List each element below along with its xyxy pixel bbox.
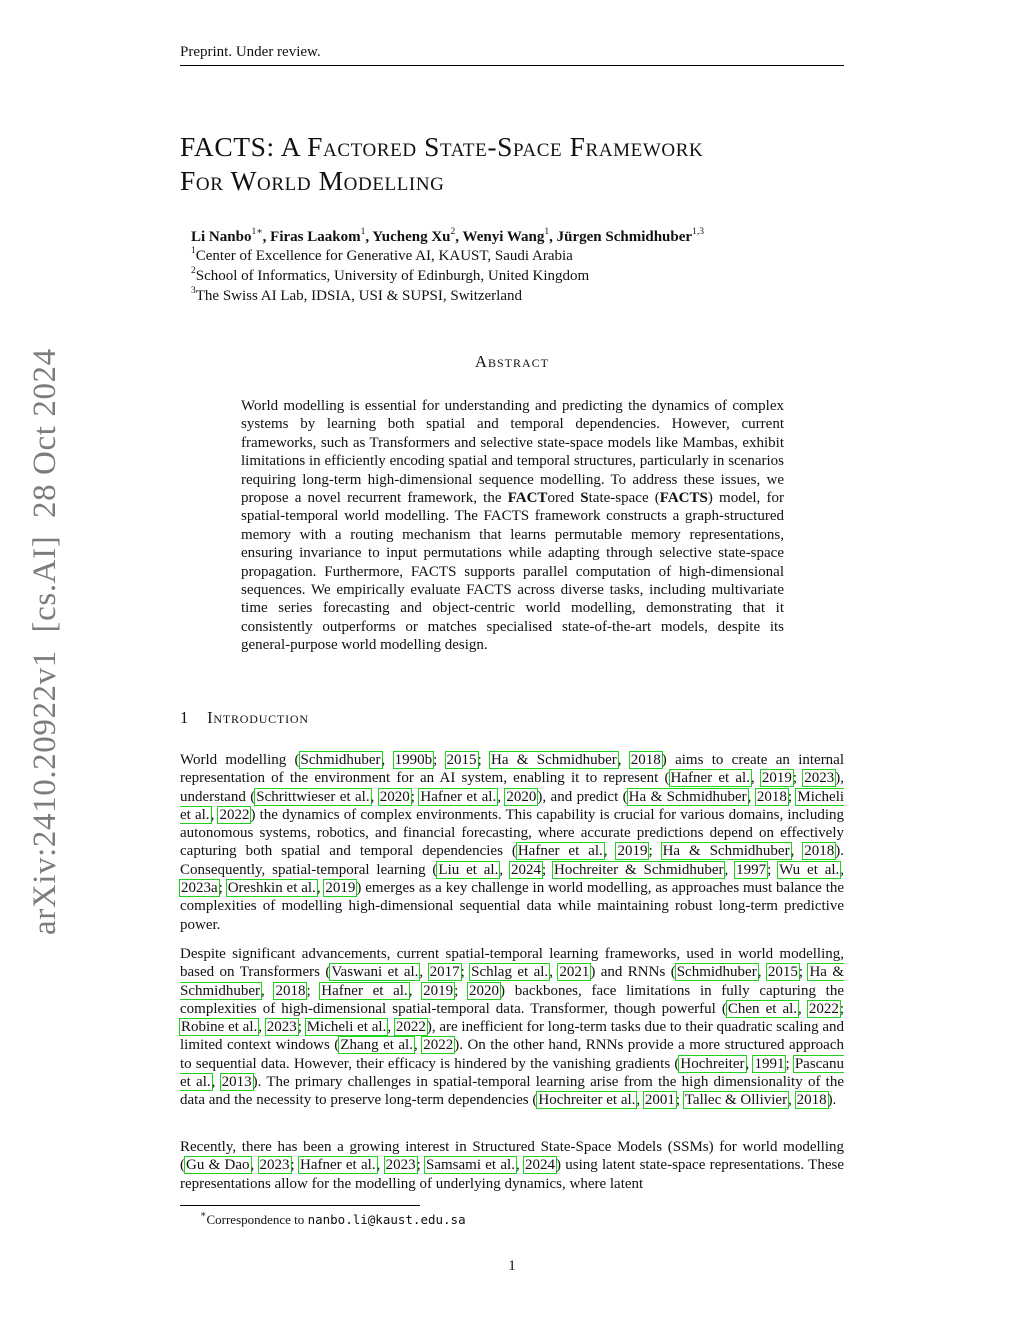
intro-paragraph-1: World modelling (Schmidhuber, 1990b; 2015; Ha & Schmidhuber, 2018) aims to create an internal representation of the environment for an AI system, enabling it to represent (Hafner et al., 2019; 2023), understand (Schrittwieser et al., 2020; Hafner et al., 2020), and predict (Ha & Schmidhuber, 2018; Micheli et al., 2022) the dynamics of complex environments. This capability is crucial for various domains, including autonomous systems, robotics, and financial forecasting, where accurate predictions depend on effectively capturing both spatial and temporal dependencies (Hafner et al., 2019; Ha & Schmidhuber, 2018). Consequently, spatial-temporal learning (Liu et al., 2024; Hochreiter & Schmidhuber, 1997; Wu et al., 2023a; Oreshkin et al., 2019) emerges as a key challenge in world modelling, as approaches must balance the complexities of modelling high-dimensional sequential data while maintaining robust long-term predictive power.: [180, 752, 845, 933]
author-list: Li Nanbo$^{1∗}$, Firas Laakom$^1$, Yucheng Xu$^2$, Wenyi Wang$^1$, Jürgen Schmidhuber$^{1,3}$: [191, 227, 704, 245]
citation-link[interactable]: 2018: [756, 788, 787, 805]
citation-link[interactable]: Schmidhuber: [300, 752, 381, 768]
citation-link[interactable]: 2022: [808, 1000, 839, 1017]
abstract-heading: Abstract: [475, 352, 549, 371]
citation-link[interactable]: Wu et al.: [779, 861, 840, 878]
citation-link[interactable]: 2018: [275, 982, 306, 999]
citation-link[interactable]: Ha & Schmidhuber: [628, 788, 747, 805]
citation-link[interactable]: 2018: [804, 843, 835, 860]
citation-link[interactable]: 2023: [259, 1157, 290, 1174]
author-affil-mark: 1∗: [251, 227, 263, 237]
citation-link[interactable]: 1990b: [394, 752, 433, 768]
citation-link[interactable]: Ha & Schmidhuber: [180, 964, 845, 999]
section-title: Introduction: [207, 708, 309, 727]
citation-link[interactable]: 2023: [266, 1019, 297, 1036]
abstract-body: World modelling is essential for understanding and predicting the dynamics of complex systems by learning both spatial and temporal dependencies. However, current frameworks, such as Transformers and selective state-space models like Mambas, exhibit limitations in efficiently encoding spatial and temporal structures, particularly in scenarios requiring long-term high-dimensional sequence modelling. To address these issues, we propose a novel recurrent framework, the FACTored State-space (FACTS) model, for spatial-temporal world modelling. The FACTS framework constructs a graph-structured memory with a routing mechanism that learns permutable memory representations, ensuring invariance to input permutations while adapting through selective state-space propagation. Furthermore, FACTS supports parallel computation of high-dimensional sequences. We empirically evaluate FACTS across diverse tasks, including multivariate time series forecasting and object-centric world modelling, demonstrating that it consistently outperforms or matches specialised state-of-the-art models, despite its general-purpose world modelling design.: [241, 398, 784, 654]
citation-link[interactable]: Hochreiter & Schmidhuber: [554, 861, 724, 878]
citation-link[interactable]: Hafner et al.: [321, 982, 408, 999]
citation-link[interactable]: Pascanu et al.: [180, 1055, 844, 1091]
affiliation-1: $^1$Center of Excellence for Generative AI, KAUST, Saudi Arabia: [191, 246, 573, 264]
affiliation-3: $^3$The Swiss AI Lab, IDSIA, USI & SUPSI, Switzerland: [191, 286, 522, 304]
email-link[interactable]: nanbo.li@kaust.edu.sa: [307, 1212, 466, 1227]
section-heading-introduction: [180, 708, 309, 728]
citation-link[interactable]: 2019: [325, 880, 356, 897]
author-name: Yucheng Xu: [372, 229, 451, 245]
citation-link[interactable]: 2023: [804, 770, 835, 787]
citation-link[interactable]: Ha & Schmidhuber: [662, 843, 790, 860]
citation-link[interactable]: 2021: [559, 964, 590, 981]
citation-link[interactable]: 2019: [617, 843, 648, 860]
author-name: Wenyi Wang: [462, 229, 545, 245]
citation-link[interactable]: Micheli et al.: [180, 788, 845, 823]
citation-link[interactable]: 2019: [423, 982, 454, 999]
header-rule: [180, 65, 844, 66]
paper-title: [180, 130, 850, 198]
title-line-1: FACTS: A Factored State-Space Framework: [180, 131, 704, 162]
citation-link[interactable]: Hafner et al.: [670, 770, 750, 787]
citation-link[interactable]: 2024: [510, 861, 541, 878]
citation-link[interactable]: 2022: [395, 1019, 426, 1036]
affiliation-2: $^2$School of Informatics, University of Edinburgh, United Kingdom: [191, 266, 590, 284]
citation-link[interactable]: Oreshkin et al.: [227, 880, 316, 897]
citation-link[interactable]: Schrittwieser et al.: [256, 788, 370, 805]
author-affil-mark: 1: [360, 227, 366, 237]
citation-link[interactable]: Ha & Schmidhuber: [491, 752, 617, 768]
footnote: ∗Correspondence to nanbo.li@kaust.edu.sa: [200, 1210, 466, 1227]
citation-link[interactable]: Chen et al.: [727, 1000, 798, 1017]
citation-link[interactable]: 2001: [644, 1092, 675, 1109]
citation-link[interactable]: 2020: [469, 982, 500, 999]
citation-link[interactable]: Schmidhuber: [676, 964, 757, 981]
citation-link[interactable]: 2015: [767, 964, 798, 981]
footnote-rule: [180, 1205, 420, 1206]
citation-link[interactable]: Schlag et al.: [471, 964, 549, 981]
title-line-2: For World Modelling: [180, 165, 445, 196]
citation-link[interactable]: 2019: [761, 770, 792, 787]
author-affil-mark: 1,3: [692, 227, 704, 237]
author-affil-mark: 1: [544, 227, 550, 237]
author-name: Firas Laakom: [270, 229, 361, 245]
citation-link[interactable]: 1997: [736, 861, 767, 878]
citation-link[interactable]: 2018: [630, 752, 661, 768]
citation-link[interactable]: 2020: [379, 788, 410, 805]
citation-link[interactable]: Liu et al.: [438, 861, 499, 878]
author-name: Li Nanbo: [191, 229, 252, 245]
citation-link[interactable]: 2013: [221, 1074, 252, 1091]
citation-link[interactable]: 2022: [423, 1037, 454, 1054]
author-affil-mark: 2: [450, 227, 456, 237]
citation-link[interactable]: 2023: [385, 1157, 416, 1174]
intro-paragraph-2: Despite significant advancements, current spatial-temporal learning frameworks, used in world modelling, based on Transformers (Vaswani et al., 2017; Schlag et al., 2021) and RNNs (Schmidhuber, 2015; Ha & Schmidhuber, 2018; Hafner et al., 2019; 2020) backbones, face limitations in fully capturing the complexities of high-dimensional spatial-temporal data. Transformer, though powerful (Chen et al., 2022; Robine et al., 2023; Micheli et al., 2022), are inefficient for long-term tasks due to their quadratic scaling and limited context windows (Zhang et al., 2022). On the other hand, RNNs provide a more structured approach to sequential data. However, their efficacy is hindered by the vanishing gradients (Hochreiter, 1991; Pascanu et al., 2013). The primary challenges in spatial-temporal learning arise from the high dimensionality of the data and the necessity to preserve long-term dependencies (Hochreiter et al., 2001; Tallec & Ollivier, 2018).: [180, 946, 845, 1109]
citation-link[interactable]: 2015: [446, 752, 477, 768]
citation-link[interactable]: Tallec & Ollivier: [684, 1092, 788, 1109]
citation-link[interactable]: Vaswani et al.: [331, 964, 419, 981]
citation-link[interactable]: Hochreiter: [680, 1055, 745, 1072]
page-number: 1: [508, 1258, 516, 1274]
citation-link[interactable]: Samsami et al.: [426, 1157, 515, 1174]
citation-link[interactable]: 2018: [796, 1092, 827, 1109]
citation-link[interactable]: Robine et al.: [181, 1019, 258, 1036]
citation-link[interactable]: 2020: [506, 788, 537, 805]
citation-link[interactable]: Hafner et al.: [420, 788, 497, 805]
citation-link[interactable]: 1991: [754, 1055, 785, 1072]
citation-link[interactable]: Gu & Dao: [186, 1157, 250, 1174]
citation-link[interactable]: 2022: [219, 806, 250, 823]
citation-link[interactable]: Hafner et al.: [517, 843, 603, 860]
intro-paragraph-3: Recently, there has been a growing interest in Structured State-Space Models (SSMs) for world modelling (Gu & Dao, 2023; Hafner et al., 2023; Samsami et al., 2024) using latent state-space representations. These representations allow for the modelling of underlying dynamics, where latent: [180, 1139, 844, 1192]
citation-link[interactable]: Zhang et al.: [340, 1037, 413, 1054]
citation-link[interactable]: Hochreiter et al.: [538, 1092, 636, 1109]
citation-link[interactable]: Micheli et al.: [306, 1019, 387, 1036]
citation-link[interactable]: Hafner et al.: [299, 1157, 376, 1174]
author-name: Jürgen Schmidhuber: [556, 229, 693, 245]
citation-link[interactable]: 2023a: [181, 880, 218, 897]
footnote-mark: ∗: [200, 1210, 207, 1220]
citation-link[interactable]: 2024: [524, 1157, 555, 1174]
arxiv-identifier-stamp: arXiv:2410.20922v1 [cs.AI] 28 Oct 2024: [27, 348, 63, 935]
citation-link[interactable]: 2017: [429, 964, 460, 981]
running-header: Preprint. Under review.: [180, 44, 321, 60]
section-number: 1: [180, 708, 190, 727]
